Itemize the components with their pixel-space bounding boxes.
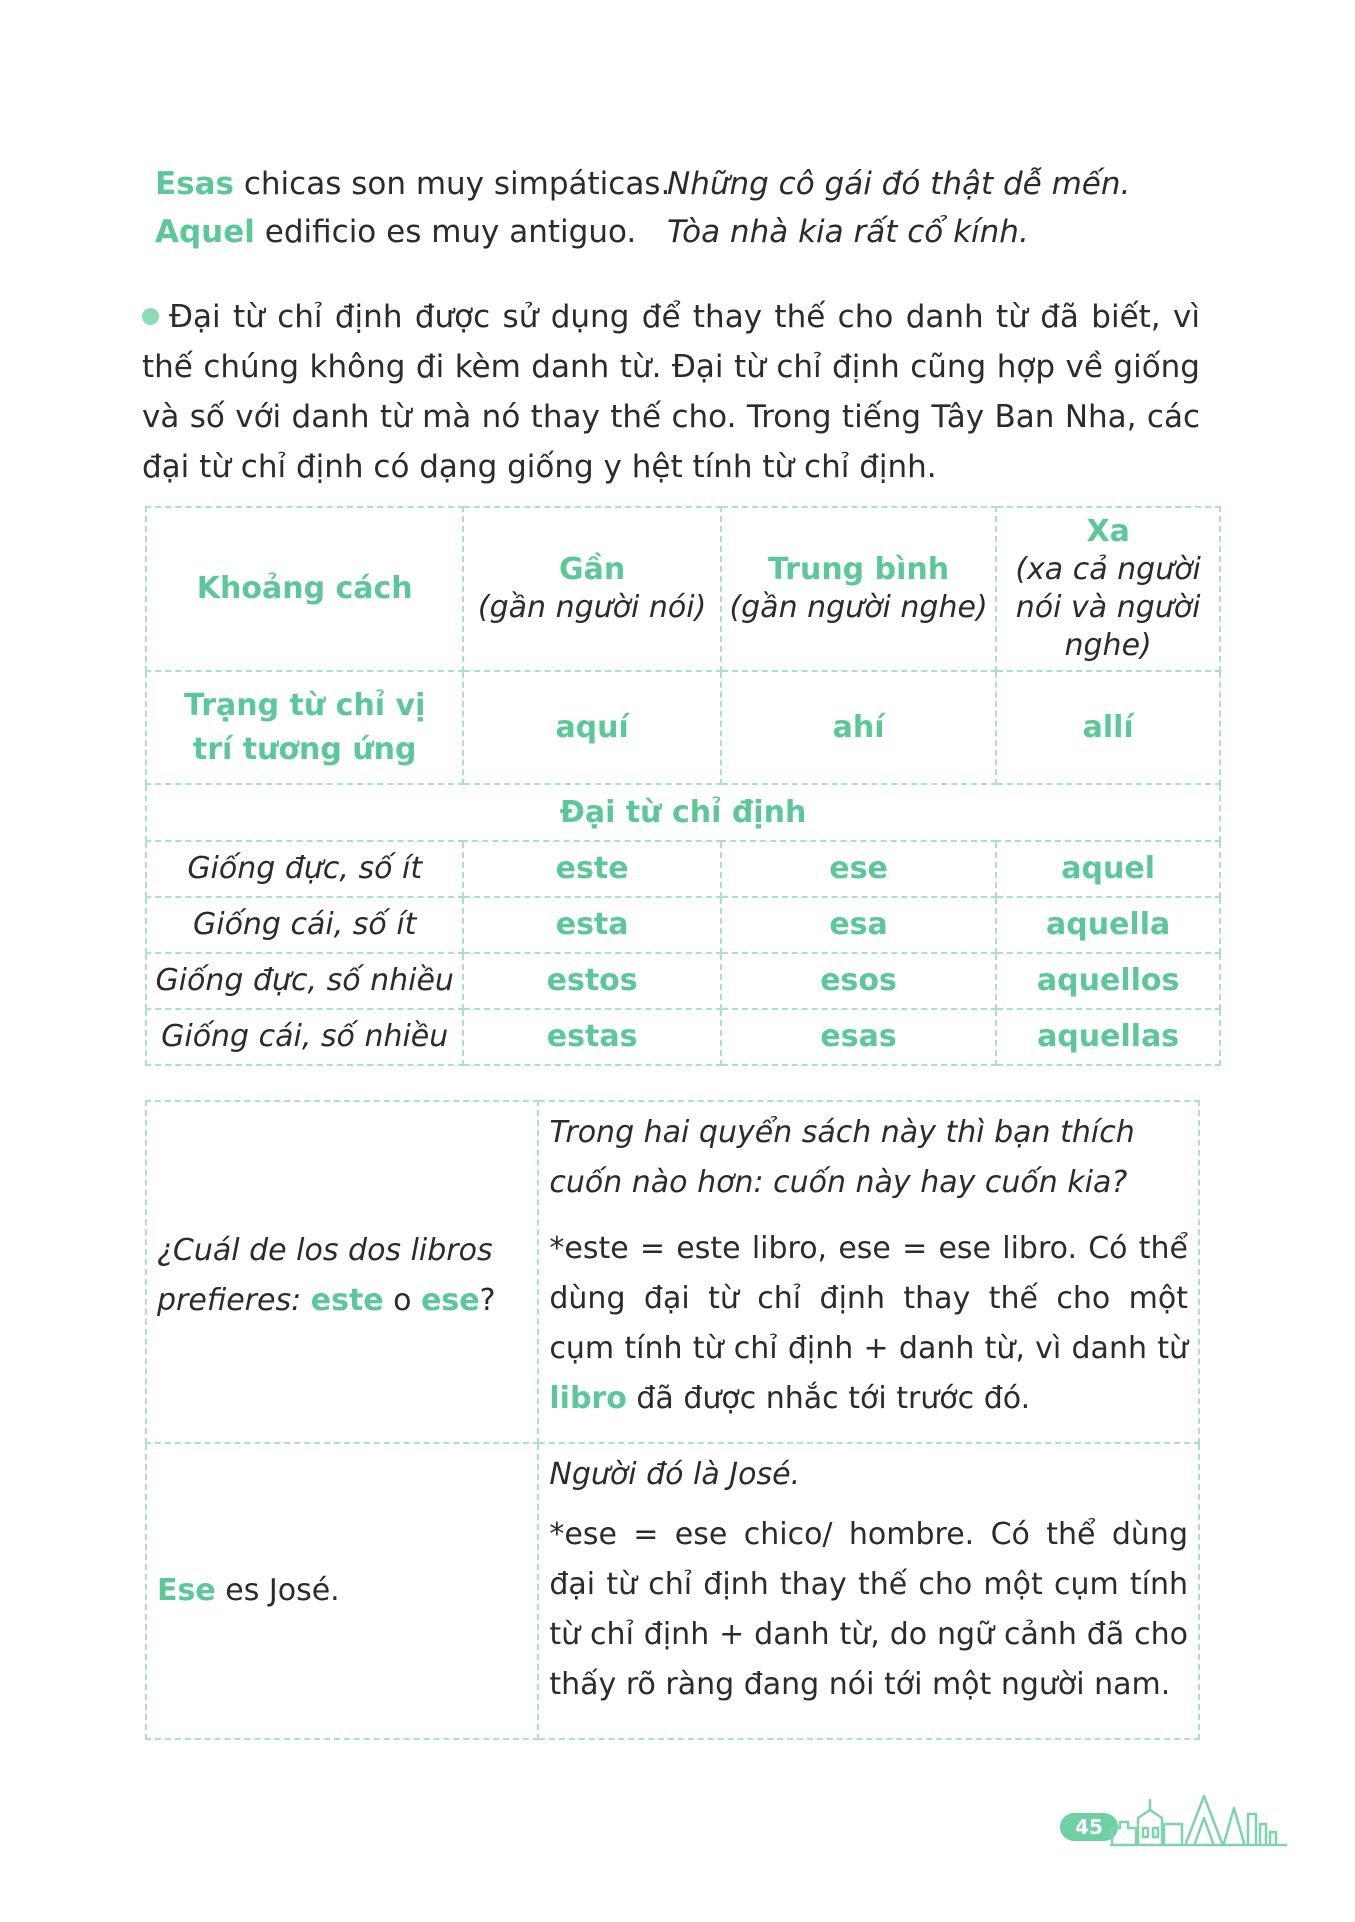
cell-mid: ese: [721, 841, 996, 897]
cell-near: estas: [463, 1009, 720, 1065]
header-distance: Khoảng cách: [146, 507, 463, 671]
paragraph-text: Đại từ chỉ định được sử dụng để thay thế cho danh từ đã biết, vì thế chúng không đi kèm danh từ. Đại từ chỉ định cũng hợp về giống và số với danh từ mà nó thay thế cho. Trong tiếng Tây Ban Nha, các đại từ chỉ định có dạng giống y hệt tính từ chỉ định.: [142, 299, 1200, 485]
adverb-far: allí: [996, 671, 1220, 784]
spanish-sentence: Ese es José.: [146, 1443, 538, 1739]
page-number: 45: [1060, 1813, 1118, 1841]
table-row: [146, 953, 1220, 1009]
cell-near: estos: [463, 953, 720, 1009]
table-row: [146, 1009, 1220, 1065]
city-skyline-icon: [1110, 1788, 1290, 1858]
cell-far: aquellos: [996, 953, 1220, 1009]
adverb-row: [146, 671, 1220, 784]
table-row: [146, 841, 1220, 897]
bullet-icon: [142, 308, 159, 325]
example-row: [146, 1443, 1199, 1739]
vietnamese-translation: Người đó là José.: [549, 1457, 801, 1492]
explanation-cell: [538, 1443, 1199, 1739]
example-highlight: Esas: [155, 166, 234, 202]
cell-near: esta: [463, 897, 720, 953]
vietnamese-translation: Trong hai quyển sách này thì bạn thích cuốn nào hơn: cuốn này hay cuốn kia?: [549, 1115, 1135, 1200]
example-translation: Những cô gái đó thật dễ mến.: [667, 166, 1131, 202]
header-row: [146, 507, 1220, 671]
spanish-sentence: ¿Cuál de los dos libros prefieres: este o ese?: [146, 1101, 538, 1443]
example-text: chicas son muy simpáticas.: [234, 166, 671, 202]
row-label: Giống đực, số ít: [146, 841, 463, 897]
header-far: Xa (xa cả người nói và người nghe): [996, 507, 1220, 671]
explanation-cell: [538, 1101, 1199, 1443]
grammar-note: *este = este libro, ese = ese libro. Có thể dùng đại từ chỉ định thay thế cho một cụm tính từ chỉ định + danh từ, vì danh từ libro đã được nhắc tới trước đó.: [549, 1231, 1188, 1416]
adverb-mid: ahí: [721, 671, 996, 784]
cell-mid: esos: [721, 953, 996, 1009]
row-label: Giống cái, số ít: [146, 897, 463, 953]
explanation-paragraph: [142, 292, 1200, 492]
table-row: [146, 897, 1220, 953]
adverb-near: aquí: [463, 671, 720, 784]
example-highlight: Aquel: [155, 214, 255, 250]
example-translation: Tòa nhà kia rất cổ kính.: [667, 214, 1029, 250]
example-table: [145, 1100, 1200, 1740]
cell-far: aquel: [996, 841, 1220, 897]
cell-far: aquellas: [996, 1009, 1220, 1065]
example-row: [146, 1101, 1199, 1443]
example-sentence-1: [155, 160, 1131, 208]
header-mid: Trung bình (gần người nghe): [721, 507, 996, 671]
section-title: Đại từ chỉ định: [146, 784, 1220, 841]
header-near: Gần (gần người nói): [463, 507, 720, 671]
cell-far: aquella: [996, 897, 1220, 953]
cell-mid: esas: [721, 1009, 996, 1065]
cell-near: este: [463, 841, 720, 897]
row-label: Giống đực, số nhiều: [146, 953, 463, 1009]
row-label: Giống cái, số nhiều: [146, 1009, 463, 1065]
cell-mid: esa: [721, 897, 996, 953]
example-text: edificio es muy antiguo.: [254, 214, 637, 250]
section-row: [146, 784, 1220, 841]
grammar-note: *ese = ese chico/ hombre. Có thể dùng đại từ chỉ định thay thế cho một cụm tính từ chỉ định + danh từ, do ngữ cảnh đã cho thấy rõ ràng đang nói tới một người nam.: [549, 1517, 1188, 1702]
demonstrative-table: [145, 506, 1221, 1066]
example-sentence-2: [155, 208, 1029, 256]
adverb-label: Trạng từ chỉ vị trí tương ứng: [146, 671, 463, 784]
